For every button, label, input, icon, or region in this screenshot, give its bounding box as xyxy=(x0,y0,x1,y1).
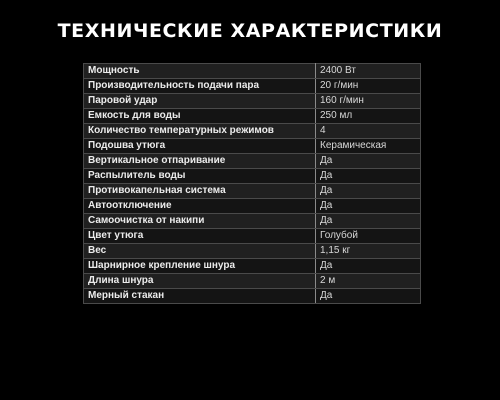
spec-value: 1,15 кг xyxy=(316,244,421,259)
spec-value: Голубой xyxy=(316,229,421,244)
table-row xyxy=(84,64,421,79)
table-row xyxy=(84,154,421,169)
table-row xyxy=(84,244,421,259)
table-row xyxy=(84,229,421,244)
spec-value: 2400 Вт xyxy=(316,64,421,79)
table-row xyxy=(84,259,421,274)
spec-name: Производительность подачи пара xyxy=(84,79,316,94)
spec-value: Да xyxy=(316,184,421,199)
spec-name: Противокапельная система xyxy=(84,184,316,199)
spec-name: Шарнирное крепление шнура xyxy=(84,259,316,274)
table-row xyxy=(84,274,421,289)
spec-value: 2 м xyxy=(316,274,421,289)
spec-value: 20 г/мин xyxy=(316,79,421,94)
page-title: ТЕХНИЧЕСКИЕ ХАРАКТЕРИСТИКИ xyxy=(57,20,443,42)
table-row xyxy=(84,79,421,94)
spec-name: Распылитель воды xyxy=(84,169,316,184)
spec-name: Самоочистка от накипи xyxy=(84,214,316,229)
table-row xyxy=(84,124,421,139)
table-row xyxy=(84,169,421,184)
spec-value: 250 мл xyxy=(316,109,421,124)
spec-value: Керамическая xyxy=(316,139,421,154)
table-row xyxy=(84,289,421,304)
specs-table-body xyxy=(84,64,421,304)
spec-name: Длина шнура xyxy=(84,274,316,289)
table-row xyxy=(84,139,421,154)
spec-value: Да xyxy=(316,214,421,229)
table-row xyxy=(84,109,421,124)
spec-name: Вес xyxy=(84,244,316,259)
spec-name: Цвет утюга xyxy=(84,229,316,244)
spec-value: 160 г/мин xyxy=(316,94,421,109)
spec-value: Да xyxy=(316,169,421,184)
table-row xyxy=(84,94,421,109)
spec-name: Паровой удар xyxy=(84,94,316,109)
spec-name: Мерный стакан xyxy=(84,289,316,304)
table-row xyxy=(84,214,421,229)
spec-name: Мощность xyxy=(84,64,316,79)
spec-name: Подошва утюга xyxy=(84,139,316,154)
spec-value: Да xyxy=(316,289,421,304)
spec-value: Да xyxy=(316,259,421,274)
spec-name: Автоотключение xyxy=(84,199,316,214)
table-row xyxy=(84,199,421,214)
spec-value: Да xyxy=(316,154,421,169)
spec-name: Вертикальное отпаривание xyxy=(84,154,316,169)
table-row xyxy=(84,184,421,199)
spec-value: 4 xyxy=(316,124,421,139)
spec-value: Да xyxy=(316,199,421,214)
spec-name: Емкость для воды xyxy=(84,109,316,124)
specs-table xyxy=(83,63,421,304)
spec-name: Количество температурных режимов xyxy=(84,124,316,139)
